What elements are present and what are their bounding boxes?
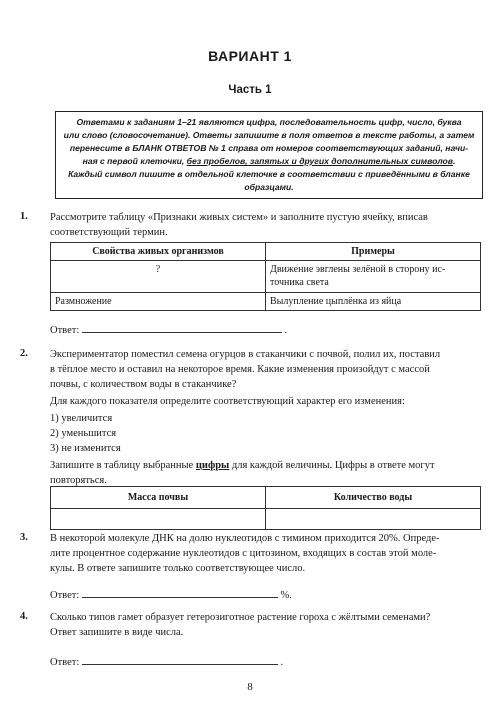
task-text-line bbox=[50, 458, 482, 473]
task-4-text bbox=[50, 610, 482, 640]
task-2-text bbox=[50, 347, 482, 392]
write-text: Запишите в таблицу выбранные bbox=[50, 460, 196, 471]
task-number: 1. bbox=[20, 211, 28, 222]
variant-title: ВАРИАНТ 1 bbox=[208, 48, 292, 64]
instructions-line: или слово (словосочетание). Ответы запишите в поля ответов в тексте работы, а затем bbox=[63, 130, 475, 140]
task-number: 3. bbox=[20, 532, 28, 543]
task-1-table bbox=[50, 242, 481, 311]
task-2-prompt: Для каждого показателя определите соответствующий характер его изменения: bbox=[50, 396, 405, 407]
task-number: 2. bbox=[20, 348, 28, 359]
task-text-line: В некоторой молекуле ДНК на долю нуклеотидов с тимином приходится 20%. Опреде- bbox=[50, 533, 440, 544]
instructions-line: образцами. bbox=[244, 182, 294, 192]
instructions-line: Каждый символ пишите в отдельной клеточке в соответствии с приведёнными в бланке bbox=[68, 169, 470, 179]
answer-field[interactable] bbox=[82, 586, 278, 598]
task-text-line: Экспериментатор поместил семена огурцов в стаканчики с почвой, полил их, поставил bbox=[50, 349, 441, 360]
task-number: 4. bbox=[20, 611, 28, 622]
answer-label: Ответ: bbox=[50, 590, 80, 601]
answer-suffix: . bbox=[284, 325, 288, 336]
task-4-answer bbox=[50, 653, 283, 668]
task-1-text bbox=[50, 210, 482, 240]
task-text-line: Ответ запишите в виде числа. bbox=[50, 627, 184, 638]
task-text-line: Сколько типов гамет образует гетерозиготное растение гороха с жёлтыми семенами? bbox=[50, 612, 431, 623]
instructions-line: перенесите в БЛАНК ОТВЕТОВ № 1 справа от номеров соответствующих заданий, начи- bbox=[69, 143, 469, 153]
table-cell-line: Движение эвглены зелёной в сторону ис- bbox=[270, 264, 446, 275]
instructions-line bbox=[62, 155, 476, 168]
answer-field[interactable] bbox=[82, 653, 278, 665]
task-text-line: лите процентное содержание нуклеотидов с цитозином, входящих в состав этой моле- bbox=[50, 548, 437, 559]
task-text-line: Рассмотрите таблицу «Признаки живых систем» и заполните пустую ячейку, вписав bbox=[50, 212, 428, 223]
table-cell: Вылупление цыплёнка из яйца bbox=[266, 293, 481, 311]
write-text: для каждой величины. Цифры в ответе могут bbox=[229, 460, 435, 471]
table-cell: Размножение bbox=[51, 293, 266, 311]
instructions-text: . bbox=[453, 156, 456, 166]
instructions-text: ная с первой клеточки, bbox=[82, 156, 187, 166]
task-text-line: соответствующий термин. bbox=[50, 227, 168, 238]
task-text-line: почвы, с количеством воды в стаканчике? bbox=[50, 379, 237, 390]
task-2-options bbox=[50, 411, 121, 456]
part-title: Часть 1 bbox=[228, 84, 272, 96]
write-emphasis: цифры bbox=[195, 460, 230, 471]
table-cell-unknown: ? bbox=[51, 261, 266, 293]
table-cell bbox=[266, 261, 481, 293]
task-text-line: повторяться. bbox=[50, 475, 107, 486]
answer-suffix: . bbox=[280, 657, 284, 668]
table-cell-line: точника света bbox=[270, 277, 329, 288]
option-item: 2) уменьшится bbox=[50, 428, 117, 439]
task-3-answer bbox=[50, 586, 292, 601]
task-2-write-instructions bbox=[50, 458, 482, 488]
instructions-underlined: без пробелов, запятых и других дополнительных символов bbox=[186, 156, 453, 166]
instructions-box bbox=[55, 111, 483, 199]
answer-field[interactable] bbox=[82, 321, 282, 333]
answer-label: Ответ: bbox=[50, 325, 80, 336]
table-header: Свойства живых организмов bbox=[51, 243, 266, 261]
task-1-answer bbox=[50, 321, 287, 336]
table-header: Масса почвы bbox=[51, 487, 266, 509]
table-header: Примеры bbox=[266, 243, 481, 261]
answer-cell-water-amount[interactable] bbox=[266, 509, 481, 530]
task-text-line: кулы. В ответе запишите только соответствующее число. bbox=[50, 563, 306, 574]
option-item: 1) увеличится bbox=[50, 413, 113, 424]
table-header: Количество воды bbox=[266, 487, 481, 509]
task-2-answer-table bbox=[50, 486, 481, 530]
answer-suffix: %. bbox=[280, 590, 292, 601]
task-text-line: в тёплое место и оставил на некоторое время. Какие изменения произойдут с массой bbox=[50, 364, 430, 375]
option-item: 3) не изменится bbox=[50, 443, 121, 454]
page-number: 8 bbox=[247, 681, 253, 693]
instructions-line: Ответами к заданиям 1–21 являются цифра, последовательность цифр, число, буква bbox=[76, 117, 462, 127]
answer-label: Ответ: bbox=[50, 657, 80, 668]
task-3-text bbox=[50, 531, 482, 576]
answer-cell-soil-mass[interactable] bbox=[51, 509, 266, 530]
